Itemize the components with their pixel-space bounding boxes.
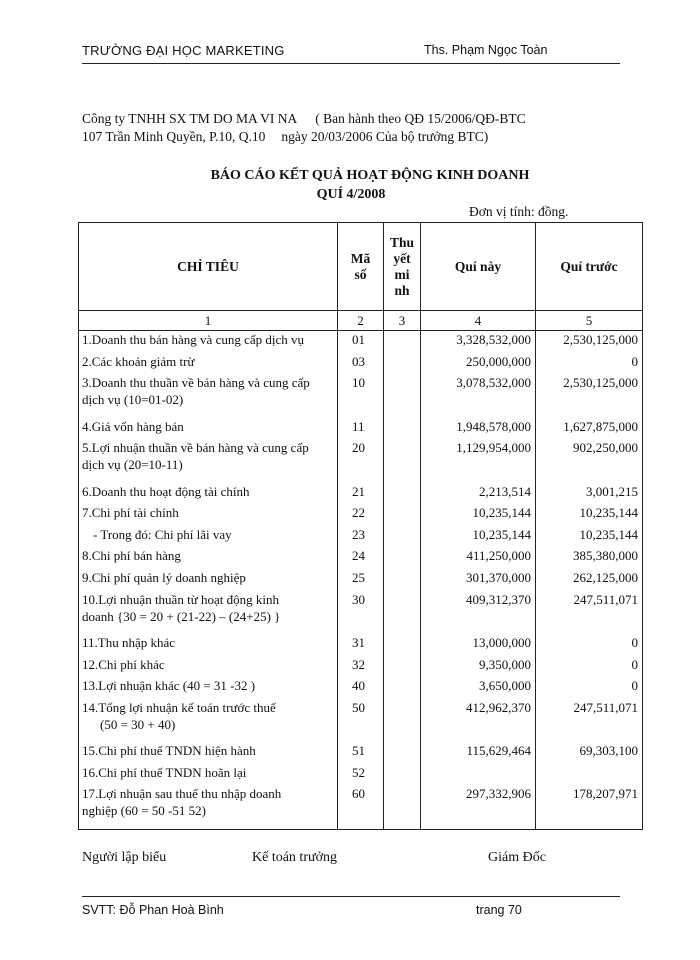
- row-this-quarter: 250,000,000: [421, 353, 536, 375]
- table-row: [79, 526, 643, 548]
- row-item-line: 14.Tổng lợi nhuận kế toán trước thuế: [82, 699, 276, 715]
- row-code: 30: [338, 591, 384, 634]
- table-row: [79, 418, 643, 440]
- row-prev-quarter: 3,001,215: [536, 483, 643, 505]
- row-note: [384, 483, 421, 505]
- row-code: 10: [338, 374, 384, 417]
- row-note: [384, 634, 421, 656]
- row-item: [79, 526, 338, 548]
- table-row: [79, 374, 643, 417]
- row-item-line: 2.Các khoản giảm trừ: [82, 353, 195, 369]
- row-this-quarter: 3,650,000: [421, 677, 536, 699]
- row-item: [79, 439, 338, 482]
- table-row: [79, 634, 643, 656]
- signature-director: Giám Đốc: [488, 850, 546, 865]
- row-this-quarter: 10,235,144: [421, 504, 536, 526]
- row-code: 21: [338, 483, 384, 505]
- row-code: 11: [338, 418, 384, 440]
- row-this-quarter: 1,129,954,000: [421, 439, 536, 482]
- row-note: [384, 353, 421, 375]
- footer-page-number: trang 70: [476, 903, 522, 917]
- row-prev-quarter: 10,235,144: [536, 504, 643, 526]
- report-title-line2: QUÍ 4/2008: [316, 187, 386, 202]
- row-this-quarter: 115,629,464: [421, 742, 536, 764]
- row-item: [79, 331, 338, 353]
- row-this-quarter: 412,962,370: [421, 699, 536, 742]
- row-note: [384, 742, 421, 764]
- row-code: 22: [338, 504, 384, 526]
- row-item-line: 5.Lợi nhuận thuần về bán hàng và cung cấp: [82, 440, 309, 456]
- page-header: [82, 42, 620, 64]
- row-note: [384, 526, 421, 548]
- decree-text-1: ( Ban hành theo QĐ 15/2006/QĐ-BTC: [315, 111, 526, 126]
- row-item-line: 1.Doanh thu bán hàng và cung cấp dịch vụ: [82, 332, 305, 347]
- column-number: 2: [338, 311, 384, 331]
- filler-cell: [338, 829, 384, 830]
- table-row: [79, 677, 643, 699]
- row-item-line: 13.Lợi nhuận khác (40 = 31 -32 ): [82, 678, 256, 694]
- row-item-line: nghiệp (60 = 50 -51 52): [82, 803, 206, 819]
- row-prev-quarter: [536, 764, 643, 786]
- row-item-line: doanh {30 = 20 + (21-22) – (24+25) }: [82, 608, 281, 624]
- row-this-quarter: 13,000,000: [421, 634, 536, 656]
- row-prev-quarter: 178,207,971: [536, 785, 643, 828]
- row-item-line: 12.Chi phí khác: [82, 656, 165, 672]
- row-this-quarter: 411,250,000: [421, 547, 536, 569]
- row-note: [384, 699, 421, 742]
- row-item-line: dịch vụ (20=10-11): [82, 457, 183, 473]
- column-number: 1: [79, 311, 338, 331]
- page-footer: [82, 896, 620, 918]
- currency-unit: Đơn vị tính: đồng.: [469, 204, 569, 219]
- row-prev-quarter: 2,530,125,000: [536, 331, 643, 353]
- table-row: [79, 483, 643, 505]
- row-prev-quarter: 0: [536, 353, 643, 375]
- row-item: [79, 418, 338, 440]
- row-item: [79, 569, 338, 591]
- table-row: [79, 742, 643, 764]
- row-this-quarter: 301,370,000: [421, 569, 536, 591]
- row-this-quarter: 3,328,532,000: [421, 331, 536, 353]
- col-header-note: Thu yết mi nh: [384, 223, 421, 311]
- row-prev-quarter: 262,125,000: [536, 569, 643, 591]
- table-row: [79, 331, 643, 353]
- row-prev-quarter: 247,511,071: [536, 591, 643, 634]
- row-note: [384, 439, 421, 482]
- row-this-quarter: 1,948,578,000: [421, 418, 536, 440]
- row-prev-quarter: 0: [536, 634, 643, 656]
- row-item: [79, 374, 338, 417]
- row-code: 03: [338, 353, 384, 375]
- header-author: Ths. Phạm Ngọc Toàn: [424, 43, 548, 57]
- table-row: [79, 504, 643, 526]
- report-title-line1: BÁO CÁO KẾT QUẢ HOẠT ĐỘNG KINH DOANH: [210, 168, 530, 183]
- table-filler-row: [79, 829, 643, 830]
- row-prev-quarter: 1,627,875,000: [536, 418, 643, 440]
- row-prev-quarter: 902,250,000: [536, 439, 643, 482]
- filler-cell: [79, 829, 338, 830]
- row-item-line: 9.Chi phí quản lý doanh nghiệp: [82, 570, 246, 586]
- income-statement-table: [78, 222, 643, 830]
- filler-cell: [536, 829, 643, 830]
- row-note: [384, 677, 421, 699]
- row-note: [384, 656, 421, 678]
- row-item: [79, 785, 338, 828]
- row-item: [79, 591, 338, 634]
- table-row: [79, 439, 643, 482]
- row-prev-quarter: 247,511,071: [536, 699, 643, 742]
- row-item: [79, 353, 338, 375]
- row-note: [384, 764, 421, 786]
- row-code: 51: [338, 742, 384, 764]
- row-this-quarter: [421, 764, 536, 786]
- company-address: 107 Trần Minh Quyền, P.10, Q.10: [82, 129, 266, 144]
- table-row: [79, 547, 643, 569]
- row-item: [79, 764, 338, 786]
- col-header-code: Mã số: [338, 223, 384, 311]
- filler-cell: [421, 829, 536, 830]
- row-prev-quarter: 385,380,000: [536, 547, 643, 569]
- column-number: 5: [536, 311, 643, 331]
- row-item: [79, 656, 338, 678]
- row-item-line: 4.Giá vốn hàng bán: [82, 418, 184, 434]
- row-code: 40: [338, 677, 384, 699]
- row-prev-quarter: 2,530,125,000: [536, 374, 643, 417]
- row-note: [384, 374, 421, 417]
- row-note: [384, 547, 421, 569]
- col-header-prev-quarter: Quí trước: [536, 223, 643, 311]
- row-note: [384, 331, 421, 353]
- row-item-line: 8.Chi phí bán hàng: [82, 548, 181, 564]
- row-this-quarter: 3,078,532,000: [421, 374, 536, 417]
- row-item-line: (50 = 30 + 40): [100, 716, 176, 732]
- row-code: 32: [338, 656, 384, 678]
- row-code: 24: [338, 547, 384, 569]
- row-item-line: 10.Lợi nhuận thuần từ hoạt động kinh: [82, 591, 279, 607]
- table-row: [79, 591, 643, 634]
- row-item: [79, 504, 338, 526]
- row-this-quarter: 297,332,906: [421, 785, 536, 828]
- row-code: 31: [338, 634, 384, 656]
- company-block: [82, 110, 526, 146]
- row-this-quarter: 2,213,514: [421, 483, 536, 505]
- row-note: [384, 591, 421, 634]
- signature-preparer: Người lập biểu: [82, 850, 167, 865]
- row-code: 25: [338, 569, 384, 591]
- row-item: [79, 742, 338, 764]
- row-code: 60: [338, 785, 384, 828]
- company-line-1: [82, 110, 526, 128]
- row-this-quarter: 10,235,144: [421, 526, 536, 548]
- row-prev-quarter: 0: [536, 656, 643, 678]
- row-item-line: 15.Chi phí thuế TNDN hiện hành: [82, 743, 256, 759]
- row-this-quarter: 409,312,370: [421, 591, 536, 634]
- column-number-row: [79, 311, 643, 331]
- row-item-line: 16.Chi phí thuế TNDN hoãn lại: [82, 764, 247, 780]
- row-note: [384, 785, 421, 828]
- col-header-this-quarter: Quí này: [421, 223, 536, 311]
- row-item-line: dịch vụ (10=01-02): [82, 392, 184, 408]
- footer-student: SVTT: Đỗ Phan Hoà Bình: [82, 903, 224, 917]
- row-code: 20: [338, 439, 384, 482]
- column-number: 3: [384, 311, 421, 331]
- table-row: [79, 764, 643, 786]
- row-item: [79, 634, 338, 656]
- row-item: [79, 483, 338, 505]
- table-row: [79, 353, 643, 375]
- row-this-quarter: 9,350,000: [421, 656, 536, 678]
- decree-text-2: ngày 20/03/2006 Của bộ trưởng BTC): [281, 129, 489, 144]
- row-code: 23: [338, 526, 384, 548]
- row-item-line: 11.Thu nhập khác: [82, 634, 176, 650]
- table-row: [79, 785, 643, 828]
- row-item: [79, 677, 338, 699]
- table-row: [79, 656, 643, 678]
- table-row: [79, 699, 643, 742]
- row-item-line: 17.Lợi nhuận sau thuế thu nhập doanh: [82, 786, 282, 802]
- row-code: 52: [338, 764, 384, 786]
- filler-cell: [384, 829, 421, 830]
- table-row: [79, 569, 643, 591]
- row-item-line: 7.Chi phí tài chính: [82, 505, 179, 521]
- row-item-line: - Trong đó: Chi phí lãi vay: [93, 526, 232, 542]
- table-header-row: [79, 223, 643, 311]
- row-item-line: 6.Doanh thu hoạt động tài chính: [82, 483, 250, 499]
- row-prev-quarter: 69,303,100: [536, 742, 643, 764]
- col-header-item: CHỈ TIÊU: [79, 223, 338, 311]
- report-title: [82, 166, 620, 204]
- row-code: 01: [338, 331, 384, 353]
- row-note: [384, 504, 421, 526]
- row-note: [384, 569, 421, 591]
- signature-accountant: Kế toán trưởng: [252, 850, 337, 865]
- company-line-2: [82, 128, 526, 146]
- row-prev-quarter: 0: [536, 677, 643, 699]
- row-item: [79, 699, 338, 742]
- company-name: Công ty TNHH SX TM DO MA VI NA: [82, 111, 298, 126]
- row-prev-quarter: 10,235,144: [536, 526, 643, 548]
- row-code: 50: [338, 699, 384, 742]
- row-note: [384, 418, 421, 440]
- header-school: TRƯỜNG ĐẠI HỌC MARKETING: [82, 43, 285, 58]
- row-item: [79, 547, 338, 569]
- column-number: 4: [421, 311, 536, 331]
- row-item-line: 3.Doanh thu thuần về bán hàng và cung cấp: [82, 375, 310, 391]
